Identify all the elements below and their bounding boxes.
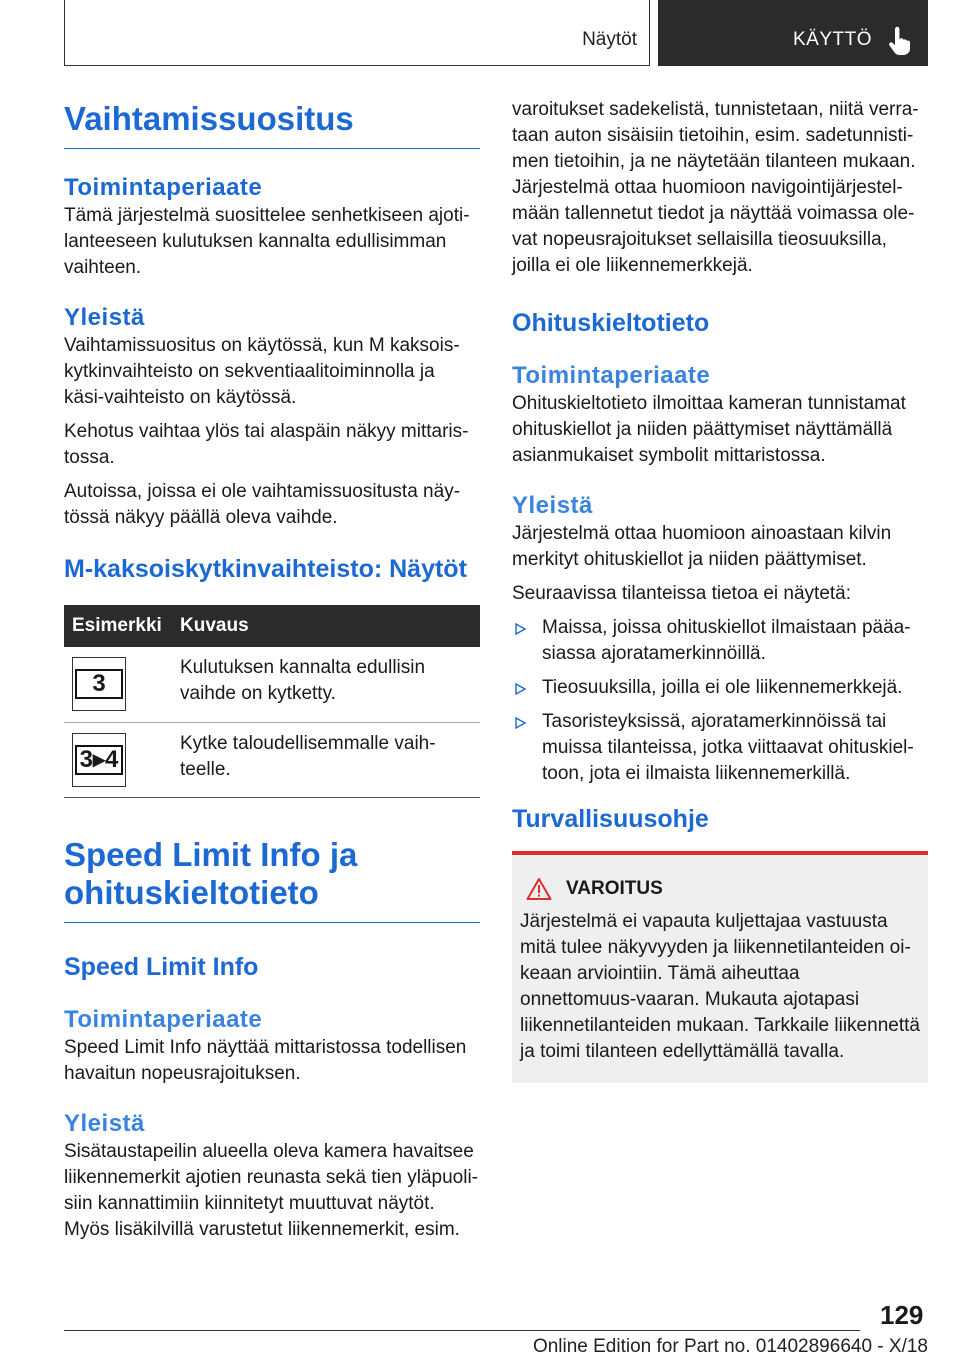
warning-label: VAROITUS xyxy=(566,878,663,899)
warning-triangle-icon xyxy=(526,877,552,901)
table-row xyxy=(64,647,480,722)
gear-indicator-icon xyxy=(72,657,126,711)
examples-table xyxy=(64,605,480,798)
paragraph-sli-general: Sisätaustapeilin alueella oleva kamera havaitsee liikennemerkit ajotien reunasta sekä tien yläpuoli-siin kannattimiin kiinnitetyt muuttuvat näytöt. Myös lisäkilvillä varustetut liikennemerkit, esim. xyxy=(64,1140,479,1240)
header-section-box xyxy=(64,0,650,66)
paragraph-continuation: varoitukset sadekelistä, tunnistetaan, niitä verra-taan auton sisäisiin tietoihin, esim. sadetunnisti-men tietoihin, ja ne näytetään tilanteen mukaan. Järjestelmä ottaa huomioon navigointijärjestel-mään tallennetut tiedot ja näyttää voimassa ole-vat nopeusrajoitukset sellaisilla tieosuuksilla, joilla ei ole liikennemerkkejä. xyxy=(512,99,919,276)
warning-text: Järjestelmä ei vapauta kuljettajaa vastuusta mitä tulee näkyvyyden ja liikennetilanteiden oi-keaan arviointiin. Tämä aiheuttaa onnettomuus-vaaran. Mukauta ajotapasi liikennetilanteiden mukaan. Tarkkaile liikennettä ja toimi tilanteen edellyttämällä tavalla. xyxy=(520,911,920,1062)
table-cell-description: Kulutuksen kannalta edullisin vaihde on kytketty. xyxy=(172,647,480,722)
heading-no-passing-general: Yleistä xyxy=(512,492,593,519)
table-header-description: Kuvaus xyxy=(172,605,480,647)
header-section-title: Näytöt xyxy=(582,29,637,50)
footer-divider xyxy=(64,1330,860,1331)
triangle-bullet-icon xyxy=(514,623,526,635)
heading-sli-general: Yleistä xyxy=(64,1109,145,1137)
situations-list xyxy=(512,615,928,787)
paragraph-general-1: Vaihtamissuositus on käytössä, kun M kaksois-kytkinvaihteisto on sekventiaalitoiminnolla ja käsi-vaihteisto on käytössä. xyxy=(64,335,460,408)
header-chapter-box xyxy=(658,0,928,66)
header-chapter-title: KÄYTTÖ xyxy=(792,29,872,50)
list-item: Tasoristeyksissä, ajoratamerkinnöissä tai muissa tilanteissa, jotka viittaavat ohituskiel-toon, jota ei ilmaista liikennemerkillä. xyxy=(512,709,928,787)
heading-general: Yleistä xyxy=(64,304,145,331)
left-column xyxy=(64,100,480,1243)
heading-safety: Turvallisuusohje xyxy=(512,805,709,833)
gear-symbol: 3 xyxy=(75,669,123,699)
heading-speed-limit-info: Speed Limit Info ja ohituskieltotieto xyxy=(64,836,480,923)
heading-mdct-displays: M-kaksoiskytkinvaihteisto: Näytöt xyxy=(64,555,467,583)
heading-no-passing-principle: Toimintaperiaate xyxy=(512,362,711,389)
triangle-bullet-icon xyxy=(514,683,526,695)
heading-principle: Toimintaperiaate xyxy=(64,174,263,201)
paragraph-sli-principle: Speed Limit Info näyttää mittaristossa todellisen havaitun nopeusrajoituksen. xyxy=(64,1036,467,1084)
heading-sli: Speed Limit Info xyxy=(64,952,259,981)
table-header-example: Esimerkki xyxy=(64,605,172,647)
heading-shift-recommendation: Vaihtamissuositus xyxy=(64,100,480,149)
paragraph-general-2: Kehotus vaihtaa ylös tai alaspäin näkyy mittaris-tossa. xyxy=(64,421,469,468)
right-column xyxy=(512,97,928,1083)
heading-sli-principle: Toimintaperiaate xyxy=(64,1005,263,1033)
gear-symbol: 3▸4 xyxy=(75,745,123,775)
footer-edition: Online Edition for Part no. 01402896640 - X/18 xyxy=(532,1336,928,1357)
list-item: Maissa, joissa ohituskiellot ilmaistaan pääa-siassa ajoratamerkinnöillä. xyxy=(512,615,928,667)
list-item: Tieosuuksilla, joilla ei ole liikennemerkkejä. xyxy=(512,675,928,701)
paragraph-general-3: Autoissa, joissa ei ole vaihtamissuositusta näy-tössä näkyy päällä oleva vaihde. xyxy=(64,481,461,528)
page-number: 129 xyxy=(880,1300,924,1330)
table-row xyxy=(64,722,480,797)
paragraph-no-passing-general: Järjestelmä ottaa huomioon ainoastaan kilvin merkityt ohituskiellot ja niiden päättymiset. xyxy=(512,523,892,570)
warning-box xyxy=(512,851,928,1083)
triangle-bullet-icon xyxy=(514,717,526,729)
paragraph-no-passing-principle: Ohituskieltotieto ilmoittaa kameran tunnistamat ohituskiellot ja niiden päättymiset näyttämällä asianmukaiset symbolit mittaristossa. xyxy=(512,393,906,466)
gear-upshift-icon xyxy=(72,733,126,787)
paragraph-situations-intro: Seuraavissa tilanteissa tietoa ei näytetä: xyxy=(512,583,852,604)
table-cell-description: Kytke taloudellisemmalle vaih-teelle. xyxy=(172,722,480,797)
hand-pointer-icon xyxy=(886,26,914,56)
paragraph-principle: Tämä järjestelmä suosittelee senhetkiseen ajoti-lanteeseen kulutuksen kannalta edullisimman vaihteen. xyxy=(64,205,470,278)
heading-no-passing: Ohituskieltotieto xyxy=(512,309,710,337)
